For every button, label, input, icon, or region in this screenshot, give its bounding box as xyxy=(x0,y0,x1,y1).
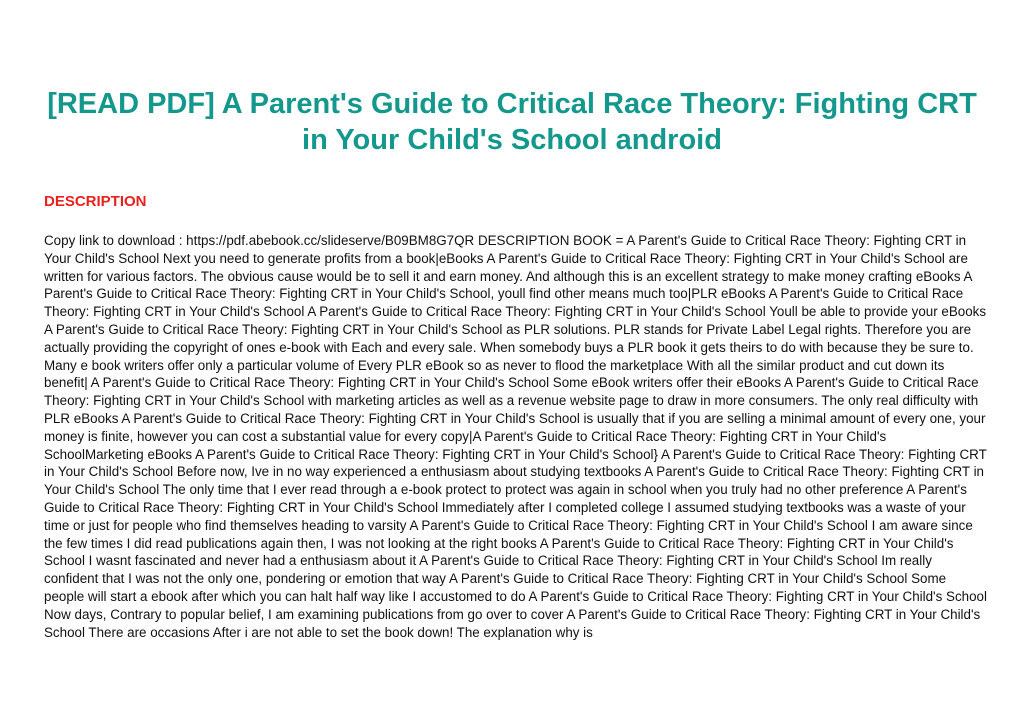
description-heading: DESCRIPTION xyxy=(44,193,147,210)
document-title: [READ PDF] A Parent's Guide to Critical Race Theory: Fighting CRT in Your Child's School android xyxy=(47,88,977,156)
description-body: Copy link to download : https://pdf.abebook.cc/slideserve/B09BM8G7QR DESCRIPTION BOOK = A Parent's Guide to Critical Race Theory: Fighting CRT in Your Child's School Next you need to generate profits from a book|eBooks A Parent's Guide to Critical Race Theory: Fighting CRT in Your Child's School are written for various factors. The obvious cause would be to sell it and earn money. And although this is an excellent strategy to make money crafting eBooks A Parent's Guide to Critical Race Theory: Fighting CRT in Your Child's School, youll find other means much too|PLR eBooks A Parent's Guide to Critical Race Theory: Fighting CRT in Your Child's School A Parent's Guide to Critical Race Theory: Fighting CRT in Your Child's School Youll be able to provide your eBooks A Parent's Guide to Critical Race Theory: Fighting CRT in Your Child's School as PLR solutions. PLR stands for Private Label Legal rights. Therefore you are actually providing the copyright of ones e-book with Each and every sale. When somebody buys a PLR book it gets theirs to do with because they be sure to. Many e book writers offer only a particular volume of Every PLR eBook so as never to flood the marketplace With all the similar product and cut down its benefit| A Parent's Guide to Critical Race Theory: Fighting CRT in Your Child's School Some eBook writers offer their eBooks A Parent's Guide to Critical Race Theory: Fighting CRT in Your Child's School with marketing articles as well as a revenue website page to draw in more consumers. The only real difficulty with PLR eBooks A Parent's Guide to Critical Race Theory: Fighting CRT in Your Child's School is usually that if you are selling a minimal amount of every one, your money is finite, however you can cost a substantial value for every copy|A Parent's Guide to Critical Race Theory: Fighting CRT in Your Child's SchoolMarketing eBooks A Parent's Guide to Critical Race Theory: Fighting CRT in Your Child's School} A Parent's Guide to Critical Race Theory: Fighting CRT in Your Child's School Before now, Ive in no way experienced a enthusiasm about studying textbooks A Parent's Guide to Critical Race Theory: Fighting CRT in Your Child's School The only time that I ever read through a e-book protect to protect was again in school when you truly had no other preference A Parent's Guide to Critical Race Theory: Fighting CRT in Your Child's School Immediately after I completed college I assumed studying textbooks was a waste of your time or just for people who find themselves heading to varsity A Parent's Guide to Critical Race Theory: Fighting CRT in Your Child's School I am aware since the few times I did read publications again then, I was not looking at the right books A Parent's Guide to Critical Race Theory: Fighting CRT in Your Child's School I wasnt fascinated and never had a enthusiasm about it A Parent's Guide to Critical Race Theory: Fighting CRT in Your Child's School Im really confident that I was not the only one, pondering or emotion that way A Parent's Guide to Critical Race Theory: Fighting CRT in Your Child's School Some people will start a ebook after which you can halt half way like I accustomed to do A Parent's Guide to Critical Race Theory: Fighting CRT in Your Child's School Now days, Contrary to popular belief, I am examining publications from go over to cover A Parent's Guide to Critical Race Theory: Fighting CRT in Your Child's School There are occasions After i are not able to set the book down! The explanation why is xyxy=(44,233,987,640)
